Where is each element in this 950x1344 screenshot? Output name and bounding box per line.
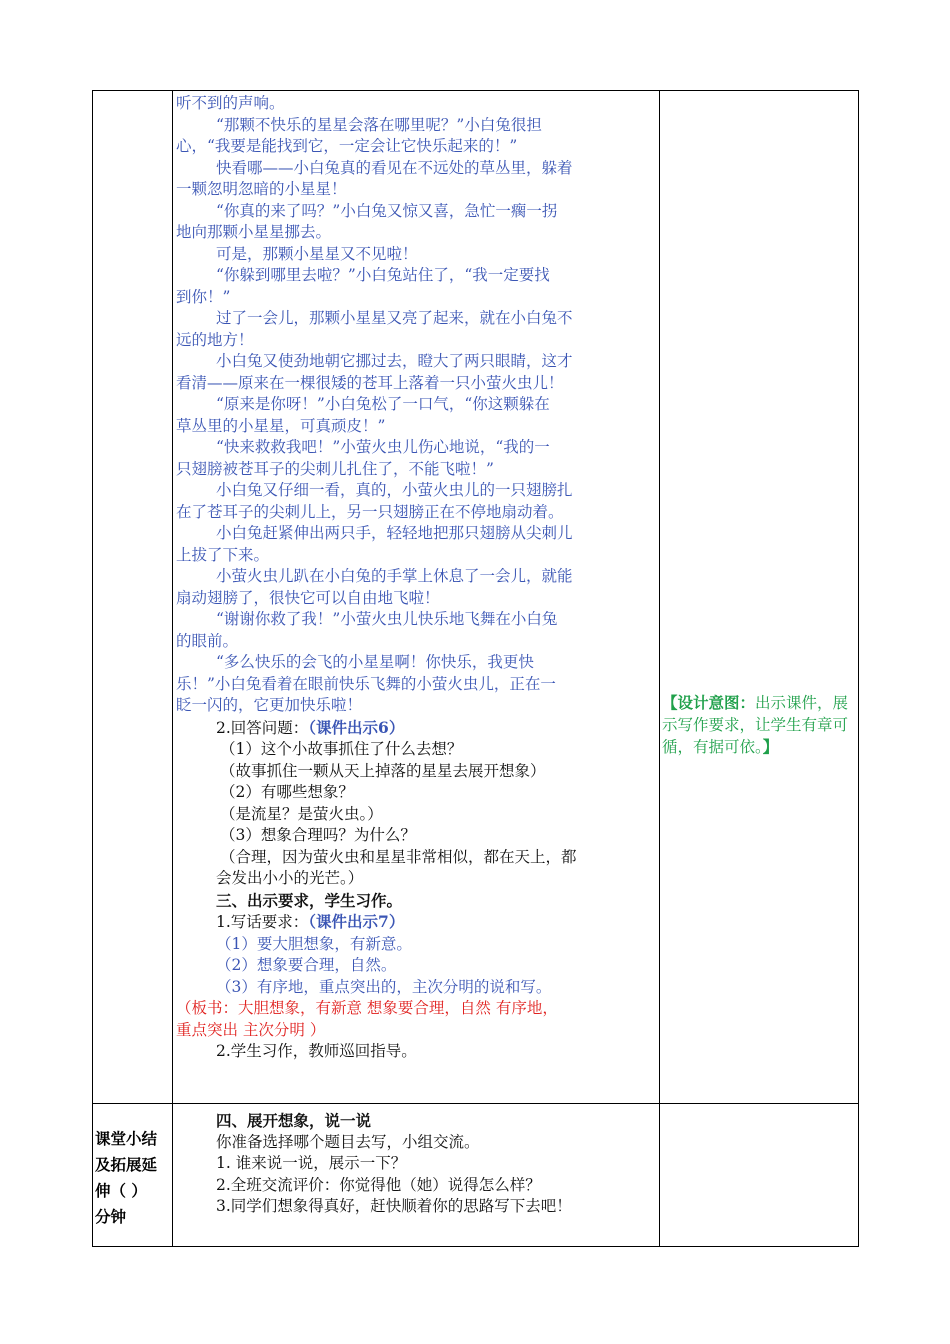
courseware-6: （课件出示6） [308,717,405,737]
question-heading-label: 2.回答问题： [216,718,309,737]
story-line: 快看哪——小白兔真的看见在不远处的草丛里，躲着 [216,158,573,177]
answer-3-line-1: （合理，因为萤火虫和星星非常相似，都在天上，都 [220,847,577,866]
story-line: 眨一闪的，它更加快乐啦！ [176,696,363,714]
story-line: 只翅膀被苍耳子的尖刺儿扎住了，不能飞啦！” [176,459,494,478]
design-intent-colon: ： [739,693,756,712]
summary-line-3: 2.全班交流评价：你觉得他（她）说得怎么样？ [216,1175,541,1194]
requirements-heading-label: 1.写话要求： [216,913,309,931]
story-line: 一颗忽明忽暗的小星星！ [176,180,347,198]
story-line: 小白兔又使劲地朝它挪过去，瞪大了两只眼睛，这才 [216,352,573,370]
design-intent-body: 出示课件，展示写作要求，让学生有章可循，有据可依。 [662,694,849,756]
summary-label-line: 分钟 [95,1208,127,1226]
story-line: 过了一会儿，那颗小星星又亮了起来，就在小白兔不 [216,309,573,327]
story-line: 小白兔又仔细一看，真的，小萤火虫儿的一只翅膀扎 [216,481,573,499]
summary-note-cell [660,1104,859,1247]
summary-row [93,1104,859,1247]
story-line: 小白兔赶紧伸出两只手，轻轻地把那只翅膀从尖刺儿 [216,524,573,542]
summary-line-2: 1. 谁来说一说，展示一下？ [216,1154,407,1172]
story-line: 到你！” [176,287,231,306]
board-notes-line-1: （板书：大胆想象，有新意 想象要合理，自然 有序地， [176,999,558,1017]
board-notes-line-2: 重点突出 主次分明 ） [176,1020,326,1039]
lesson-plan-table [92,90,859,1247]
design-intent-note [662,692,857,759]
bracket-close: 】 [762,737,779,756]
question-3: （3）想象合理吗？为什么？ [220,826,416,844]
section-4-heading: 四、展开想象，说一说 [216,1111,372,1130]
requirement-3: （3）有序地，重点突出的，主次分明的说和写。 [216,977,552,996]
story-line: 在了苍耳子的尖刺儿上，另一只翅膀正在不停地扇动着。 [176,502,564,521]
story-text [176,93,656,717]
story-line: “原来是你呀！”小白兔松了一口气，“你这颗躲在 [216,395,550,413]
courseware-7: （课件出示7） [308,912,405,931]
summary-label-line: 课堂小结 [95,1130,158,1148]
story-line: 上拔了下来。 [176,545,270,564]
summary-content-cell [173,1104,660,1247]
story-line: “你躲到哪里去啦？”小白兔站住了，“我一定要找 [216,266,550,284]
story-line: 可是，那颗小星星又不见啦！ [216,244,418,263]
story-line: “那颗不快乐的星星会落在哪里呢？”小白兔很担 [216,115,542,134]
story-line: 听不到的声响。 [176,94,285,112]
summary-line-4: 3.同学们想象得真好，赶快顺着你的思路写下去吧！ [216,1197,572,1215]
summary-label-line: 伸（ ） [95,1182,147,1200]
question-heading [176,717,656,740]
story-line: “多么快乐的会飞的小星星啊！你快乐，我更快 [216,653,534,671]
section-3-heading: 三、出示要求，学生习作。 [216,890,403,910]
story-line: 远的地方！ [176,330,254,349]
process-label-cell [93,91,173,1104]
question-1: （1）这个小故事抓住了什么去想？ [220,740,463,758]
summary-label-line: 及拓展延 [95,1156,158,1174]
story-line: “你真的来了吗？”小白兔又惊又喜，急忙一瘸一拐 [216,201,558,220]
answer-1: （故事抓住一颗从天上掉落的星星去展开想象） [220,761,546,780]
requirements-heading [176,911,656,934]
practice-instruction: 2.学生习作，教师巡回指导。 [216,1042,417,1060]
story-line: “谢谢你救了我！”小萤火虫儿快乐地飞舞在小白兔 [216,610,558,628]
answer-2: （是流星？是萤火虫。） [220,804,383,823]
requirement-2: （2）想象要合理，自然。 [216,956,397,974]
story-line: 心，“我要是能找到它，一定会让它快乐起来的！” [176,137,518,155]
process-content-cell [173,91,660,1104]
answer-3-line-2: 会发出小小的光芒。） [216,869,364,887]
question-2: （2）有哪些想象？ [220,783,354,801]
story-line: 乐！”小白兔看着在眼前快乐飞舞的小萤火虫儿，正在一 [176,674,556,693]
summary-line-1: 你准备选择哪个题目去写，小组交流。 [216,1132,480,1151]
requirement-1: （1）要大胆想象，有新意。 [216,934,412,953]
story-line: 扇动翅膀了，很快它可以自由地飞啦！ [176,588,440,607]
bracket-open: 【 [662,693,678,712]
process-row [93,91,859,1104]
summary-label-cell [93,1104,173,1247]
story-line: “快来救救我吧！”小萤火虫儿伤心地说，“我的一 [216,438,550,456]
story-line: 草丛里的小星星，可真顽皮！” [176,416,386,435]
story-line: 的眼前。 [176,631,239,650]
story-line: 看清——原来在一棵很矮的苍耳上落着一只小萤火虫儿！ [176,373,564,392]
design-intent-cell [660,91,859,1104]
design-intent-title: 设计意图 [677,693,740,712]
story-line: 地向那颗小星星挪去。 [176,223,332,241]
story-line: 小萤火虫儿趴在小白兔的手掌上休息了一会儿，就能 [216,567,573,585]
